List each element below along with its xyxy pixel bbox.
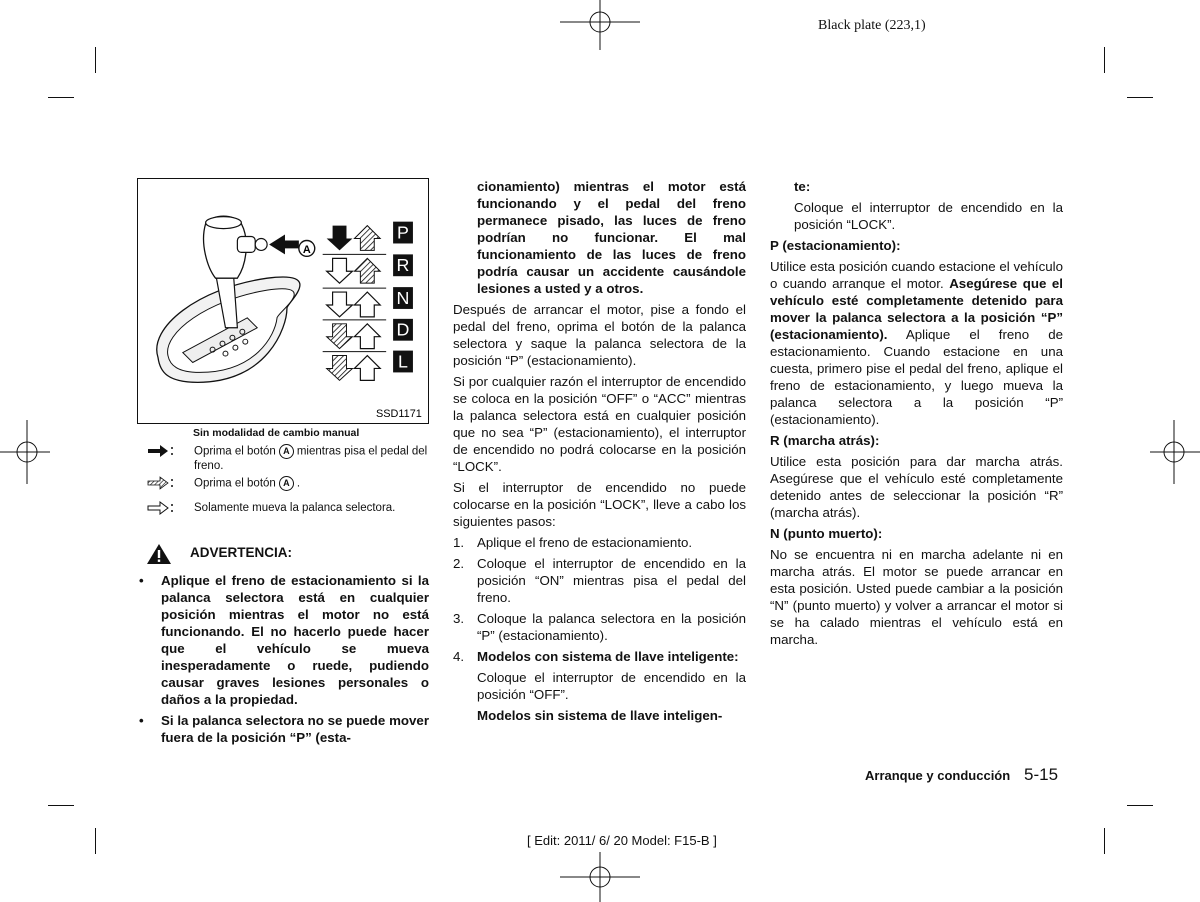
figure-caption: Sin modalidad de cambio manual xyxy=(193,427,360,439)
warning-bullet: • Si la palanca selectora no se puede mover fuera de la posición “P” (esta- xyxy=(139,713,429,745)
hatched-arrow-icon xyxy=(327,356,353,381)
gear-l: L xyxy=(398,351,408,372)
crop-mark xyxy=(1104,828,1105,854)
crop-mark xyxy=(1127,97,1153,98)
gear-p: P xyxy=(397,222,409,243)
registration-mark xyxy=(0,420,50,484)
figure-badge: A xyxy=(302,243,311,256)
crop-mark xyxy=(1104,47,1105,73)
legend-item xyxy=(146,476,436,492)
warning-triangle-icon xyxy=(146,543,172,565)
legend-text: . xyxy=(296,477,301,490)
registration-mark xyxy=(560,0,640,50)
crop-mark xyxy=(95,828,96,854)
page-number: 5-15 xyxy=(1024,765,1059,784)
list-item: 4. Modelos con sistema de llave inteligente: xyxy=(453,649,739,664)
solid-arrow-icon xyxy=(327,226,353,251)
gear-d: D xyxy=(396,319,410,340)
list-item: 3. Coloque la palanca selectora en la posición “P” (estacionamiento). xyxy=(453,611,746,643)
warning-continuation: cionamiento) mientras el motor está funcionando y el pedal del freno permanece pisado, las luces de freno podrían no funcionar. El mal funcionamiento de las luces de freno podría causar un accidente causándole lesiones a usted y a otros. xyxy=(477,179,746,296)
section-heading-p: P (estacionamiento): xyxy=(770,238,901,253)
crop-mark xyxy=(1127,805,1153,806)
legend-text: mientras pisa el pedal del freno. xyxy=(194,445,428,472)
button-a-badge: A xyxy=(279,476,294,491)
section-heading-r: R (marcha atrás): xyxy=(770,433,880,448)
steps-list xyxy=(453,534,746,665)
paragraph: Si por cualquier razón el interruptor de encendido se coloca en la posición “OFF” o “ACC” mientras la palanca selectora está en cualquier posición que no sea “P” (estacionamiento), el interruptor de encendido no podrá colocarse en la posición “LOCK”. xyxy=(453,374,746,474)
gear-labels xyxy=(393,222,413,373)
edit-info: [ Edit: 2011/ 6/ 20 Model: F15-B ] xyxy=(527,833,717,848)
paragraph: Utilice esta posición para dar marcha atrás. Asegúrese que el vehículo esté completamente detenido antes de seleccionar la posición “R” (marcha atrás). xyxy=(770,454,1063,520)
footer-section-title: Arranque y conducción xyxy=(865,768,1011,783)
figure-code: SSD1171 xyxy=(375,408,422,421)
warning-bullet: • Aplique el freno de estacionamiento si la palanca selectora está en cualquier posición mientras el motor no está funcionando. El no hacerlo puede hacer que el vehículo se mueva inesperadamente o ruede, pudiendo causar graves lesiones personales o daños a la propiedad. xyxy=(139,573,429,707)
gear-n: N xyxy=(396,287,410,308)
gear-shift-figure xyxy=(137,178,429,424)
list-item: 2. Coloque el interruptor de encendido en la posición “ON” mientras pisa el pedal del freno. xyxy=(453,556,746,605)
paragraph: Después de arrancar el motor, pise a fondo el pedal del freno, oprima el botón de la palanca selectora y saque la palanca selectora de la posición “P” (estacionamiento). xyxy=(453,302,746,368)
crop-mark xyxy=(48,805,74,806)
crop-mark xyxy=(95,47,96,73)
shift-lever-illustration xyxy=(138,179,428,423)
outline-arrow-icon xyxy=(354,356,380,381)
legend-item xyxy=(146,444,436,474)
subheading-continuation: te: xyxy=(794,179,811,194)
outline-arrow-icon xyxy=(354,324,380,349)
column-2 xyxy=(453,178,746,728)
hatched-arrow-icon xyxy=(146,476,174,490)
hatched-arrow-icon xyxy=(327,324,353,349)
legend-text: Oprima el botón xyxy=(194,445,276,458)
plate-label: Black plate (223,1) xyxy=(818,18,926,33)
outline-arrow-icon xyxy=(146,501,174,515)
crop-mark xyxy=(48,97,74,98)
outline-arrow-icon xyxy=(327,292,353,317)
registration-mark xyxy=(560,852,640,902)
column-3 xyxy=(770,178,1063,652)
legend-text: Solamente mueva la palanca selectora. xyxy=(194,502,396,514)
paragraph: Utilice esta posición cuando estacione el vehículo o cuando arranque el motor. Asegúrese que el vehículo esté completamente detenido para mover la palanca selectora a la posición “P” (estacionamiento). Aplique el freno de estacionamiento. Cuando estacione en una cuesta, primero pise el pedal del freno, aplique el freno de estacionamiento, y luego mueva la palanca selectora a la posición “P” (estacionamiento). xyxy=(770,259,1063,427)
outline-arrow-icon xyxy=(354,292,380,317)
warning-bullets xyxy=(137,572,429,750)
paragraph: Coloque el interruptor de encendido en la posición “LOCK”. xyxy=(794,200,1063,232)
legend-item xyxy=(146,501,436,517)
warning-title: ADVERTENCIA: xyxy=(190,545,293,560)
hatched-arrow-icon xyxy=(354,226,380,251)
subheading: Modelos sin sistema de llave inteligen- xyxy=(477,708,723,723)
gear-r: R xyxy=(396,255,410,276)
list-item: 1. Aplique el freno de estacionamiento. xyxy=(453,535,693,550)
paragraph: No se encuentra ni en marcha adelante ni en marcha atrás. El motor se puede arrancar en esta posición. Usted puede cambiar a la posición “N” (punto muerto) y volver a arrancar el motor si se ha calado mientras el vehículo está en marcha. xyxy=(770,547,1063,647)
hatched-arrow-icon xyxy=(354,258,380,283)
button-a-badge: A xyxy=(279,444,294,459)
section-heading-n: N (punto muerto): xyxy=(770,526,883,541)
outline-arrow-icon xyxy=(327,258,353,283)
step-subtext: Coloque el interruptor de encendido en la posición “OFF”. xyxy=(477,670,746,702)
solid-arrow-icon xyxy=(146,444,174,458)
paragraph: Si el interruptor de encendido no puede colocarse en la posición “LOCK”, lleve a cabo los siguientes pasos: xyxy=(453,480,746,529)
registration-mark xyxy=(1150,420,1200,484)
legend-text: Oprima el botón xyxy=(194,477,276,490)
